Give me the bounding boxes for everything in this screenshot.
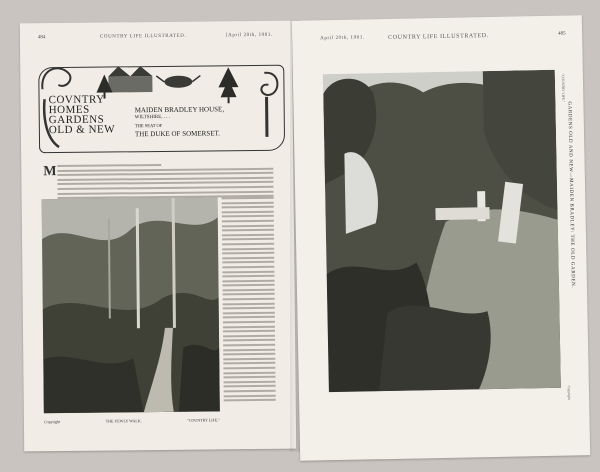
photo-right-credit-bottom: Copyright <box>566 385 572 400</box>
article-heading <box>135 105 225 138</box>
series-title-line-1: COVNTRY <box>48 93 105 107</box>
photo-left-caption-row <box>44 417 220 424</box>
right-running-head: COUNTRY LIFE ILLUSTRATED. <box>388 33 489 41</box>
article-owner: THE DUKE OF SOMERSET. <box>134 129 221 139</box>
article-masthead <box>38 57 283 156</box>
left-page <box>20 21 296 452</box>
right-page <box>292 15 590 460</box>
photo-yew-walk <box>42 197 220 413</box>
drop-cap: M <box>43 164 57 180</box>
photo-right-credit-top: "COUNTRY LIFE." <box>560 73 566 103</box>
side-text-column <box>222 197 276 412</box>
series-title-line-3: GARDENS <box>48 113 105 127</box>
series-title <box>49 94 116 135</box>
left-running-head: COUNTRY LIFE ILLUSTRATED. <box>99 33 187 40</box>
article-county: WILTSHIRE, . . . <box>134 114 171 121</box>
series-title-line-4: OLD & NEW <box>48 123 116 137</box>
left-date: [April 20th, 1901. <box>225 32 273 39</box>
article-name: MAIDEN BRADLEY HOUSE, <box>134 105 225 115</box>
photo-right-vertical-caption: GARDENS OLD AND NEW—MAIDEN BRADLEY: THE OLD GARDEN. <box>566 101 575 289</box>
photo-left-credit-right: "COUNTRY LIFE." <box>187 417 220 423</box>
left-page-number: 484 <box>37 35 46 41</box>
seat-label: THE SEAT OF <box>134 122 163 129</box>
garden-sundial-image <box>323 70 561 392</box>
photo-left-credit: Copyright <box>43 419 61 425</box>
right-page-number: 485 <box>558 31 566 37</box>
photo-old-garden <box>323 70 561 392</box>
right-date: April 20th, 1901. <box>320 35 365 42</box>
photo-left-caption: THE YEWLY WALK. <box>105 418 142 424</box>
series-title-line-2: HOMES <box>48 103 90 117</box>
woodland-path-image <box>42 197 220 413</box>
